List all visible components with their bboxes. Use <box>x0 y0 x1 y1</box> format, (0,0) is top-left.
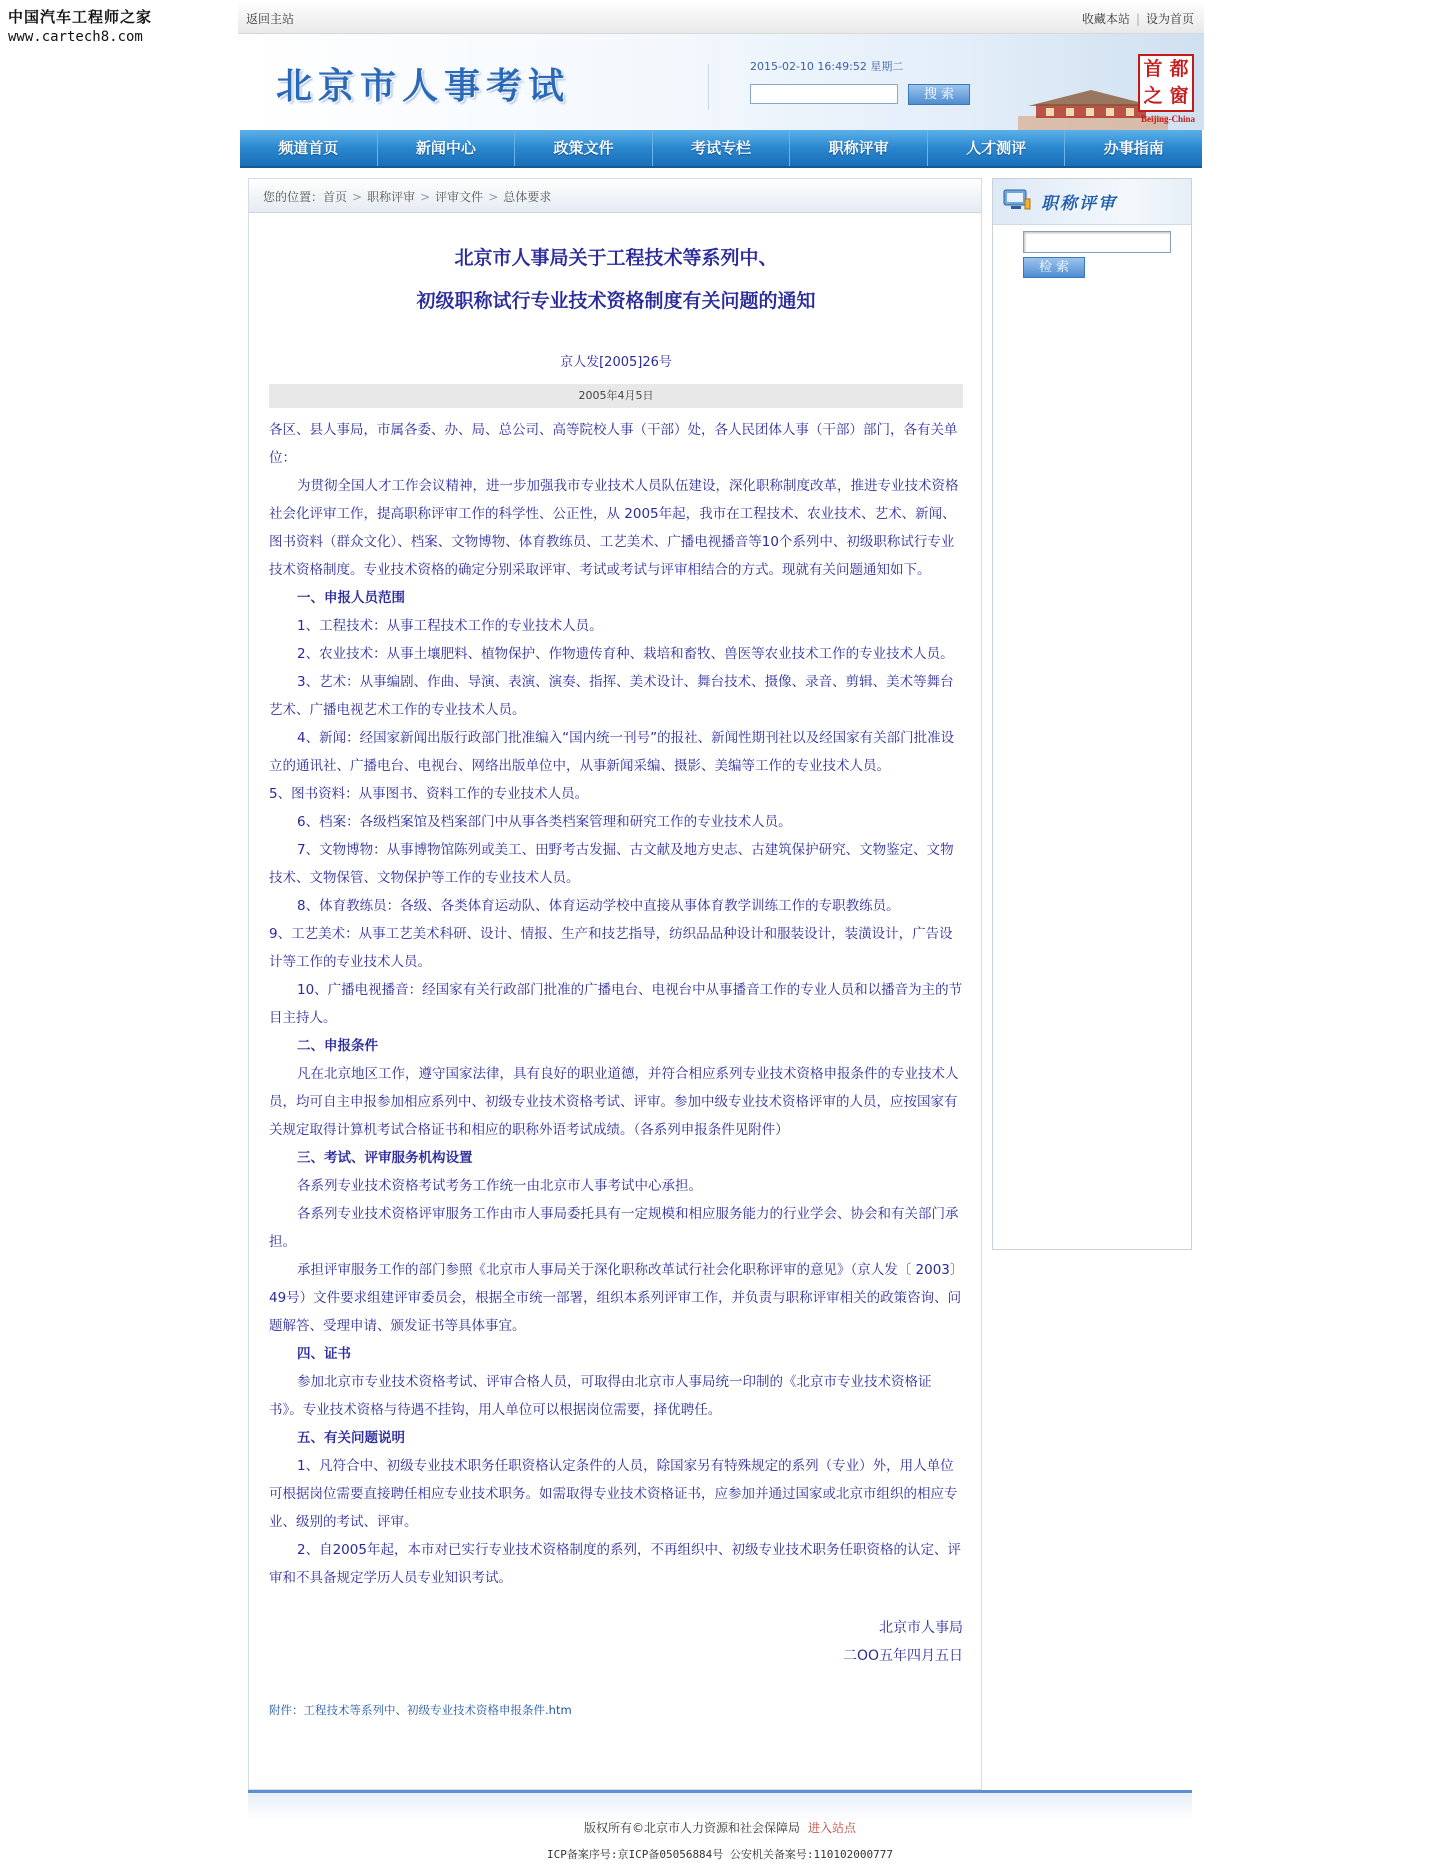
paragraph: 各系列专业技术资格评审服务工作由市人事局委托具有一定规模和相应服务能力的行业学会、协会和有关部门承担。 <box>269 1206 959 1250</box>
attachment <box>269 1702 963 1718</box>
breadcrumb-prefix: 您的位置： <box>263 190 324 204</box>
publish-date: 2005年4月5日 <box>269 384 963 408</box>
nav-talent-assessment[interactable]: 人才测评 <box>928 130 1066 166</box>
article-title-line2: 初级职称试行专业技术资格制度有关问题的通知 <box>416 290 816 312</box>
chevron-right-icon: > <box>488 190 499 204</box>
paragraph: 各系列专业技术资格考试考务工作统一由北京市人事考试中心承担。 <box>297 1178 702 1194</box>
paragraph: 4、新闻：经国家新闻出版行政部门批准编入“国内统一刊号”的报社、新闻性期刊社以及经国家有关部门批准设立的通讯社、广播电台、电视台、网络出版单位中，从事新闻采编、摄影、美编等工作的专业技术人员。 <box>269 730 955 774</box>
paragraph: 6、档案：各级档案馆及档案部门中从事各类档案管理和研究工作的专业技术人员。 <box>297 814 792 830</box>
capital-window-seal[interactable] <box>1138 54 1194 112</box>
sidebar-search-input[interactable] <box>1023 231 1171 253</box>
seal-char: 窗 <box>1169 85 1189 107</box>
paragraph: 3、艺术：从事编剧、作曲、导演、表演、演奏、指挥、美术设计、舞台技术、摄像、录音、剪辑、美术等舞台艺术、广播电视艺术工作的专业技术人员。 <box>269 674 954 718</box>
section-heading: 一、申报人员范围 <box>297 590 405 606</box>
document-number: 京人发[2005]26号 <box>560 355 672 370</box>
current-datetime: 2015-02-10 16:49:52 星期二 <box>750 60 904 73</box>
salutation: 各区、县人事局，市属各委、办、局、总公司、高等院校人事（干部）处，各人民团体人事（干部）部门，各有关单位： <box>269 422 958 466</box>
sidebar-search-button[interactable]: 检索 <box>1023 257 1085 278</box>
breadcrumb-item[interactable]: 评审文件 <box>435 190 484 204</box>
paragraph: 5、图书资料：从事图书、资料工作的专业技术人员。 <box>269 786 589 802</box>
signer: 北京市人事局 <box>879 1620 963 1636</box>
bookmark-link[interactable]: 收藏本站 <box>1081 12 1130 26</box>
paragraph: 10、广播电视播音：经国家有关行政部门批准的广播电台、电视台中从事播音工作的专业人员和以播音为主的节目主持人。 <box>269 982 963 1026</box>
copyright-text: 版权所有©北京市人力资源和社会保障局 <box>583 1821 800 1835</box>
paragraph: 9、工艺美术：从事工艺美术科研、设计、情报、生产和技艺指导，纺织品品种设计和服装设计，装潢设计，广告设计等工作的专业技术人员。 <box>269 926 953 970</box>
nav-exam-column[interactable]: 考试专栏 <box>653 130 791 166</box>
paragraph: 参加北京市专业技术资格考试、评审合格人员，可取得由北京市人事局统一印制的《北京市专业技术资格证书》。专业技术资格与待遇不挂钩，用人单位可以根据岗位需要，择优聘任。 <box>269 1374 932 1418</box>
section-heading: 二、申报条件 <box>297 1038 378 1054</box>
section-heading: 四、证书 <box>297 1346 351 1362</box>
sidebar-title: 职称评审 <box>1041 194 1117 214</box>
main-nav <box>240 130 1202 168</box>
page-container <box>238 0 1204 1864</box>
nav-service-guide[interactable]: 办事指南 <box>1103 139 1164 157</box>
article <box>269 237 963 1718</box>
nav-channel-home[interactable]: 频道首页 <box>240 130 378 166</box>
header-search-input[interactable] <box>750 84 898 104</box>
breadcrumb <box>249 179 981 213</box>
breadcrumb-item[interactable]: 总体要求 <box>503 190 552 204</box>
return-home-link[interactable]: 返回主站 <box>246 12 295 26</box>
chevron-right-icon: > <box>352 190 363 204</box>
top-bar <box>238 0 1204 34</box>
link-separator: | <box>1135 12 1140 26</box>
main-content <box>248 178 982 1790</box>
footer <box>248 1790 1192 1864</box>
seal-char: 首 <box>1143 58 1163 80</box>
breadcrumb-item[interactable]: 职称评审 <box>367 190 416 204</box>
nav-news-center[interactable]: 新闻中心 <box>378 130 516 166</box>
banner-divider <box>708 64 709 110</box>
breadcrumb-item[interactable]: 首页 <box>323 190 348 204</box>
paragraph: 为贯彻全国人才工作会议精神，进一步加强我市专业技术人员队伍建设，深化职称制度改革，推进专业技术资格社会化评审工作，提高职称评审工作的科学性、公正性，从 2005年起，我市在工程技术、农业技术、艺术、新闻、图书资料（群众文化）、档案、文物博物、体育教练员、工艺美术、广播电视播音等10个系列中、初级职称试行专业技术资格制度。专业技术资格的确定分别采取评审、考试或考试与评审相结合的方式。现就有关问题通知如下。 <box>269 478 959 578</box>
paragraph: 凡在北京地区工作，遵守国家法律，具有良好的职业道德，并符合相应系列专业技术资格申报条件的专业技术人员，均可自主申报参加相应系列中、初级专业技术资格考试、评审。参加中级专业技术资格评审的人员，应按国家有关规定取得计算机考试合格证书和相应的职称外语考试成绩。（各系列申报条件见附件） <box>269 1066 959 1138</box>
footer-copyright-line <box>248 1819 1192 1836</box>
section-heading: 三、考试、评审服务机构设置 <box>297 1150 473 1166</box>
paragraph: 1、工程技术：从事工程技术工作的专业技术人员。 <box>297 618 603 634</box>
attachment-label: 附件： <box>269 1703 304 1717</box>
sidebar-header <box>993 179 1191 225</box>
header-search-button[interactable]: 搜索 <box>908 84 970 105</box>
chevron-right-icon: > <box>420 190 431 204</box>
enter-site-link[interactable]: 进入站点 <box>808 1821 857 1835</box>
top-right-links <box>1082 10 1194 27</box>
computer-icon <box>1003 189 1031 211</box>
paragraph: 承担评审服务工作的部门参照《北京市人事局关于深化职称改革试行社会化职称评审的意见》（京人发〔 2003〕49号）文件要求组建评审委员会，根据全市统一部署，组织本系列评审工作，并负责与职称评审相关的政策咨询、问题解答、受理申请、颁发证书等具体事宜。 <box>269 1262 962 1334</box>
nav-title-review[interactable]: 职称评审 <box>790 130 928 166</box>
seal-caption: Beijing-China <box>1140 114 1195 124</box>
paragraph: 2、农业技术：从事土壤肥料、植物保护、作物遗传育种、栽培和畜牧、兽医等农业技术工作的专业技术人员。 <box>297 646 954 662</box>
paragraph: 8、体育教练员：各级、各类体育运动队、体育运动学校中直接从事体育教学训练工作的专职教练员。 <box>297 898 900 914</box>
seal-char: 之 <box>1143 85 1163 107</box>
attachment-link[interactable]: 工程技术等系列中、初级专业技术资格申报条件.htm <box>303 1703 572 1717</box>
paragraph: 1、凡符合中、初级专业技术职务任职资格认定条件的人员，除国家另有特殊规定的系列（专业）外，用人单位可根据岗位需要直接聘任相应专业技术职务。如需取得专业技术资格证书，应参加并通过国家或北京市组织的相应专业、级别的考试、评审。 <box>269 1458 958 1530</box>
site-title: 北京市人事考试 <box>276 66 571 107</box>
set-homepage-link[interactable]: 设为首页 <box>1145 12 1194 26</box>
article-body <box>269 416 963 1592</box>
paragraph: 7、文物博物：从事博物馆陈列或美工、田野考古发掘、古文献及地方史志、古建筑保护研究、文物鉴定、文物技术、文物保管、文物保护等工作的专业技术人员。 <box>269 842 954 886</box>
sign-date: 二OO五年四月五日 <box>842 1648 963 1664</box>
article-title-line1: 北京市人事局关于工程技术等系列中、 <box>454 247 778 269</box>
paragraph: 2、自2005年起，本市对已实行专业技术资格制度的系列，不再组织中、初级专业技术职务任职资格的认定、评审和不具备规定学历人员专业知识考试。 <box>269 1542 961 1586</box>
watermark-url: www.cartech8.com <box>8 29 143 45</box>
header-banner <box>238 34 1204 130</box>
watermark <box>8 6 208 45</box>
sidebar <box>992 178 1192 1250</box>
section-heading: 五、有关问题说明 <box>297 1430 405 1446</box>
signature-block <box>269 1614 963 1670</box>
seal-char: 都 <box>1169 58 1189 80</box>
icp-record: ICP备案序号:京ICP备05056884号 公安机关备案号:110102000777 <box>546 1848 894 1861</box>
watermark-title: 中国汽车工程师之家 <box>8 8 153 26</box>
nav-policy-docs[interactable]: 政策文件 <box>515 130 653 166</box>
